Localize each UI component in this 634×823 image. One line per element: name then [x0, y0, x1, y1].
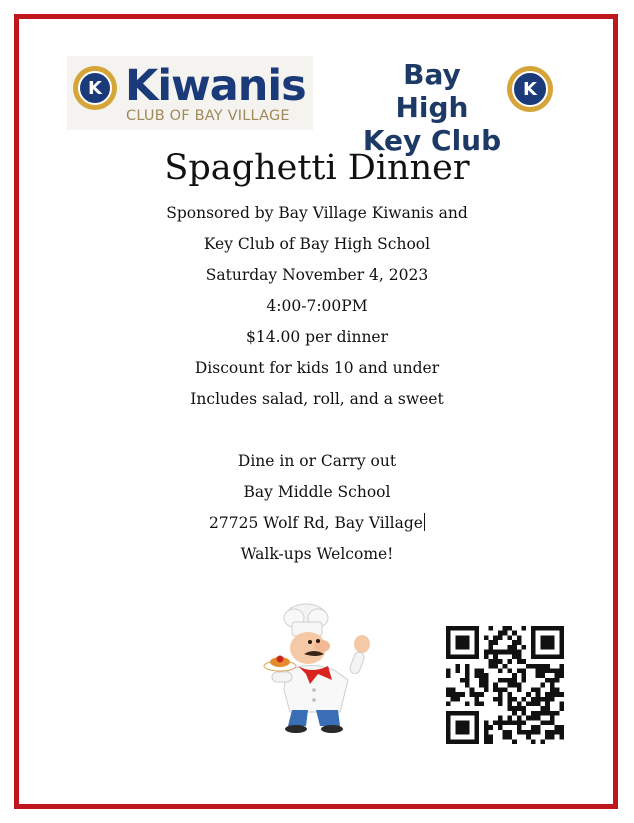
detail-line: Includes salad, roll, and a sweet — [190, 390, 444, 408]
blank-line — [0, 415, 634, 446]
flyer-details — [0, 198, 634, 570]
detail-line: Saturday November 4, 2023 — [205, 266, 429, 284]
key-club-logo — [362, 58, 562, 157]
detail-line: Bay Middle School — [243, 483, 391, 501]
kiwanis-seal-icon: K — [73, 66, 117, 110]
qr-code — [446, 626, 564, 744]
chef-illustration — [258, 600, 384, 734]
detail-line: Walk-ups Welcome! — [240, 545, 394, 563]
page-title: Spaghetti Dinner — [164, 148, 470, 188]
detail-line: 4:00-7:00PM — [266, 297, 368, 315]
text-cursor — [424, 513, 425, 531]
detail-line: Key Club of Bay High School — [203, 235, 431, 253]
kiwanis-wordmark: Kiwanis — [125, 61, 306, 111]
detail-line: Dine in or Carry out — [237, 452, 397, 470]
address-line[interactable] — [0, 508, 634, 539]
detail-line: Discount for kids 10 and under — [194, 359, 440, 377]
address-text: 27725 Wolf Rd, Bay Village — [209, 514, 423, 532]
detail-line: Sponsored by Bay Village Kiwanis and — [166, 204, 468, 222]
detail-line: $14.00 per dinner — [245, 328, 389, 346]
kiwanis-subtitle: CLUB OF BAY VILLAGE — [126, 108, 290, 124]
key-club-seal-icon: K — [507, 66, 553, 112]
kiwanis-logo — [67, 56, 313, 130]
key-club-wordmark: Bay High Key Club — [362, 58, 502, 157]
